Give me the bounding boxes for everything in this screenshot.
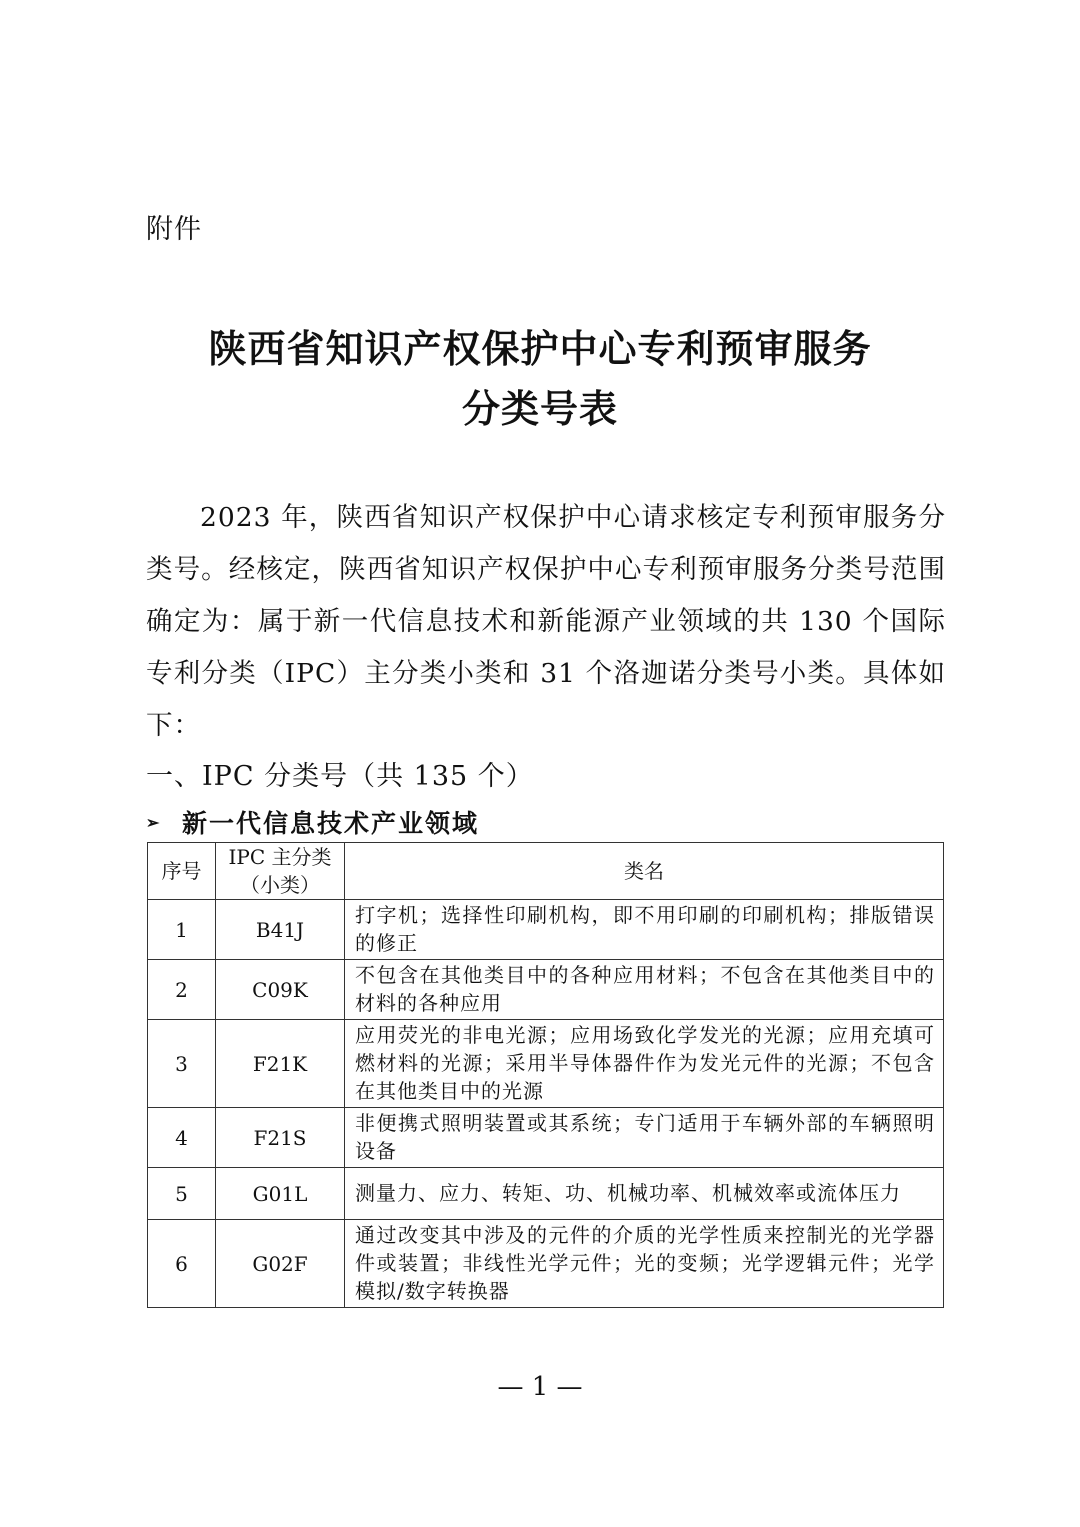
table-row <box>148 1020 944 1108</box>
subsection-title: 新一代信息技术产业领域 <box>182 809 480 838</box>
row-index: 2 <box>148 960 216 1020</box>
table-row <box>148 960 944 1020</box>
attachment-label: 附件 <box>146 214 202 245</box>
section-heading-ipc: 一、IPC 分类号（共 135 个） <box>146 761 534 792</box>
intro-paragraph: 2023 年，陕西省知识产权保护中心请求核定专利预审服务分类号。经核定，陕西省知识产权保护中心专利预审服务分类号范围确定为：属于新一代信息技术和新能源产业领域的共 130 个国际专利分类（IPC）主分类小类和 31 个洛迦诺分类号小类。具体如下： <box>146 502 946 741</box>
document-title-line-2: 分类号表 <box>461 386 618 431</box>
arrow-bullet-icon: ➢ <box>146 812 162 832</box>
table-row <box>148 1220 944 1308</box>
document-title-line-1: 陕西省知识产权保护中心专利预审服务 <box>208 326 872 371</box>
row-class-name: 通过改变其中涉及的元件的介质的光学性质来控制光的光学器件或装置；非线性光学元件；光的变频；光学逻辑元件；光学模拟/数字转换器 <box>345 1220 944 1308</box>
row-ipc-code: G01L <box>216 1168 345 1220</box>
subsection-heading <box>146 804 479 840</box>
row-index: 5 <box>148 1168 216 1220</box>
row-ipc-code: F21K <box>216 1020 345 1108</box>
row-class-name: 测量力、应力、转矩、功、机械功率、机械效率或流体压力 <box>345 1168 944 1220</box>
row-class-name: 不包含在其他类目中的各种应用材料；不包含在其他类目中的材料的各种应用 <box>345 960 944 1020</box>
row-ipc-code: C09K <box>216 960 345 1020</box>
row-ipc-code: F21S <box>216 1108 345 1168</box>
row-index: 1 <box>148 900 216 960</box>
header-ipc-line-1: IPC 主分类 <box>228 845 332 869</box>
table-row <box>148 1108 944 1168</box>
row-class-name: 应用荧光的非电光源；应用场致化学发光的光源；应用充填可燃材料的光源；采用半导体器件作为发光元件的光源；不包含在其他类目中的光源 <box>345 1020 944 1108</box>
row-ipc-code: G02F <box>216 1220 345 1308</box>
table-header-row <box>148 843 944 900</box>
row-class-name: 打字机；选择性印刷机构，即不用印刷的印刷机构；排版错误的修正 <box>345 900 944 960</box>
ipc-table <box>147 842 944 1308</box>
header-index: 序号 <box>148 843 216 900</box>
table-row <box>148 1168 944 1220</box>
header-ipc-class <box>216 843 345 900</box>
header-class-name: 类名 <box>345 843 944 900</box>
page-number: — 1 — <box>497 1372 583 1402</box>
row-index: 6 <box>148 1220 216 1308</box>
table-row <box>148 900 944 960</box>
row-index: 4 <box>148 1108 216 1168</box>
row-class-name: 非便携式照明装置或其系统；专门适用于车辆外部的车辆照明设备 <box>345 1108 944 1168</box>
row-ipc-code: B41J <box>216 900 345 960</box>
row-index: 3 <box>148 1020 216 1108</box>
header-ipc-line-2: （小类） <box>240 873 320 897</box>
